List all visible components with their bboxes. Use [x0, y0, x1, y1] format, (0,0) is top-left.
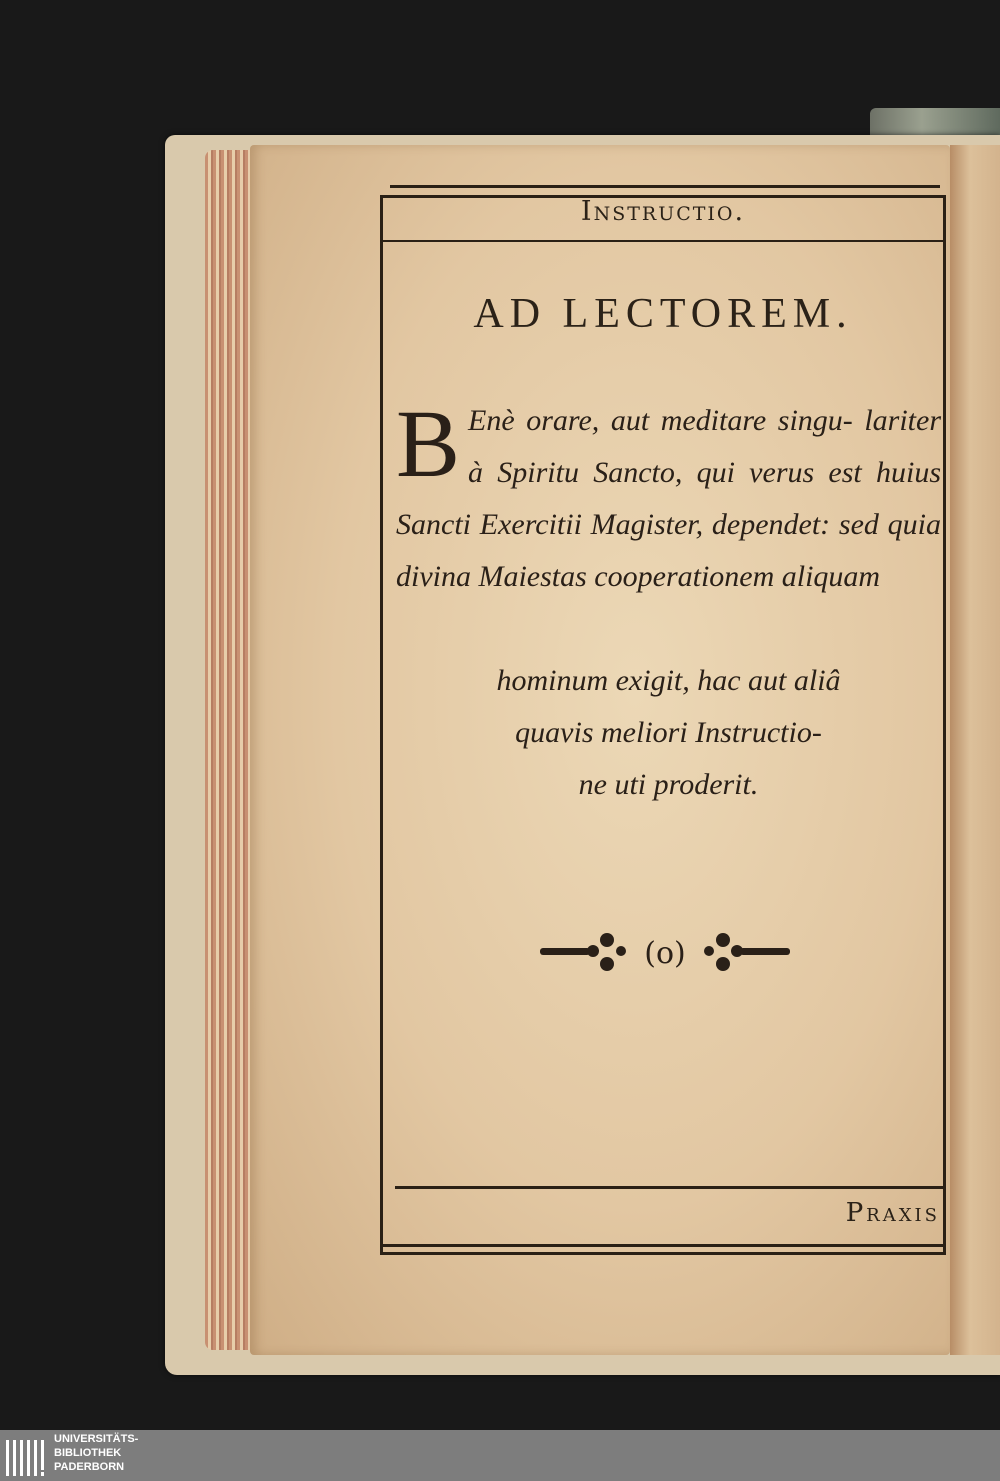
foot-rule	[395, 1186, 945, 1189]
body-paragraph	[396, 390, 941, 603]
paragraph-tail	[396, 655, 941, 811]
paragraph-line: hominum exigit, hac aut aliâ	[496, 664, 841, 697]
paragraph-line: ne uti proderit.	[578, 768, 759, 801]
fleuron-ornament	[535, 922, 795, 982]
ornament-glyph: (o)	[644, 936, 686, 971]
facing-page-edge	[950, 145, 1000, 1355]
page-title: AD LECTOREM.	[473, 291, 853, 337]
library-name: UNIVERSITÄTS- BIBLIOTHEK PADERBORN	[54, 1433, 139, 1473]
paragraph-line: quavis meliori Instructio-	[515, 716, 822, 749]
bottom-rule	[380, 1244, 946, 1247]
drop-cap: B	[396, 390, 461, 497]
running-head: Instructio.	[580, 196, 746, 227]
top-rule	[390, 185, 940, 188]
paragraph-text: Enè orare, aut meditare singu- lariter à Spiritu Sancto, qui verus est huius Sancti Exercitii Magister, dependet: sed quia divina Maiestas cooperationem aliquam	[396, 404, 941, 593]
library-logo-icon	[4, 1436, 48, 1478]
head-rule	[383, 240, 943, 242]
catchword: Praxis	[845, 1198, 940, 1228]
